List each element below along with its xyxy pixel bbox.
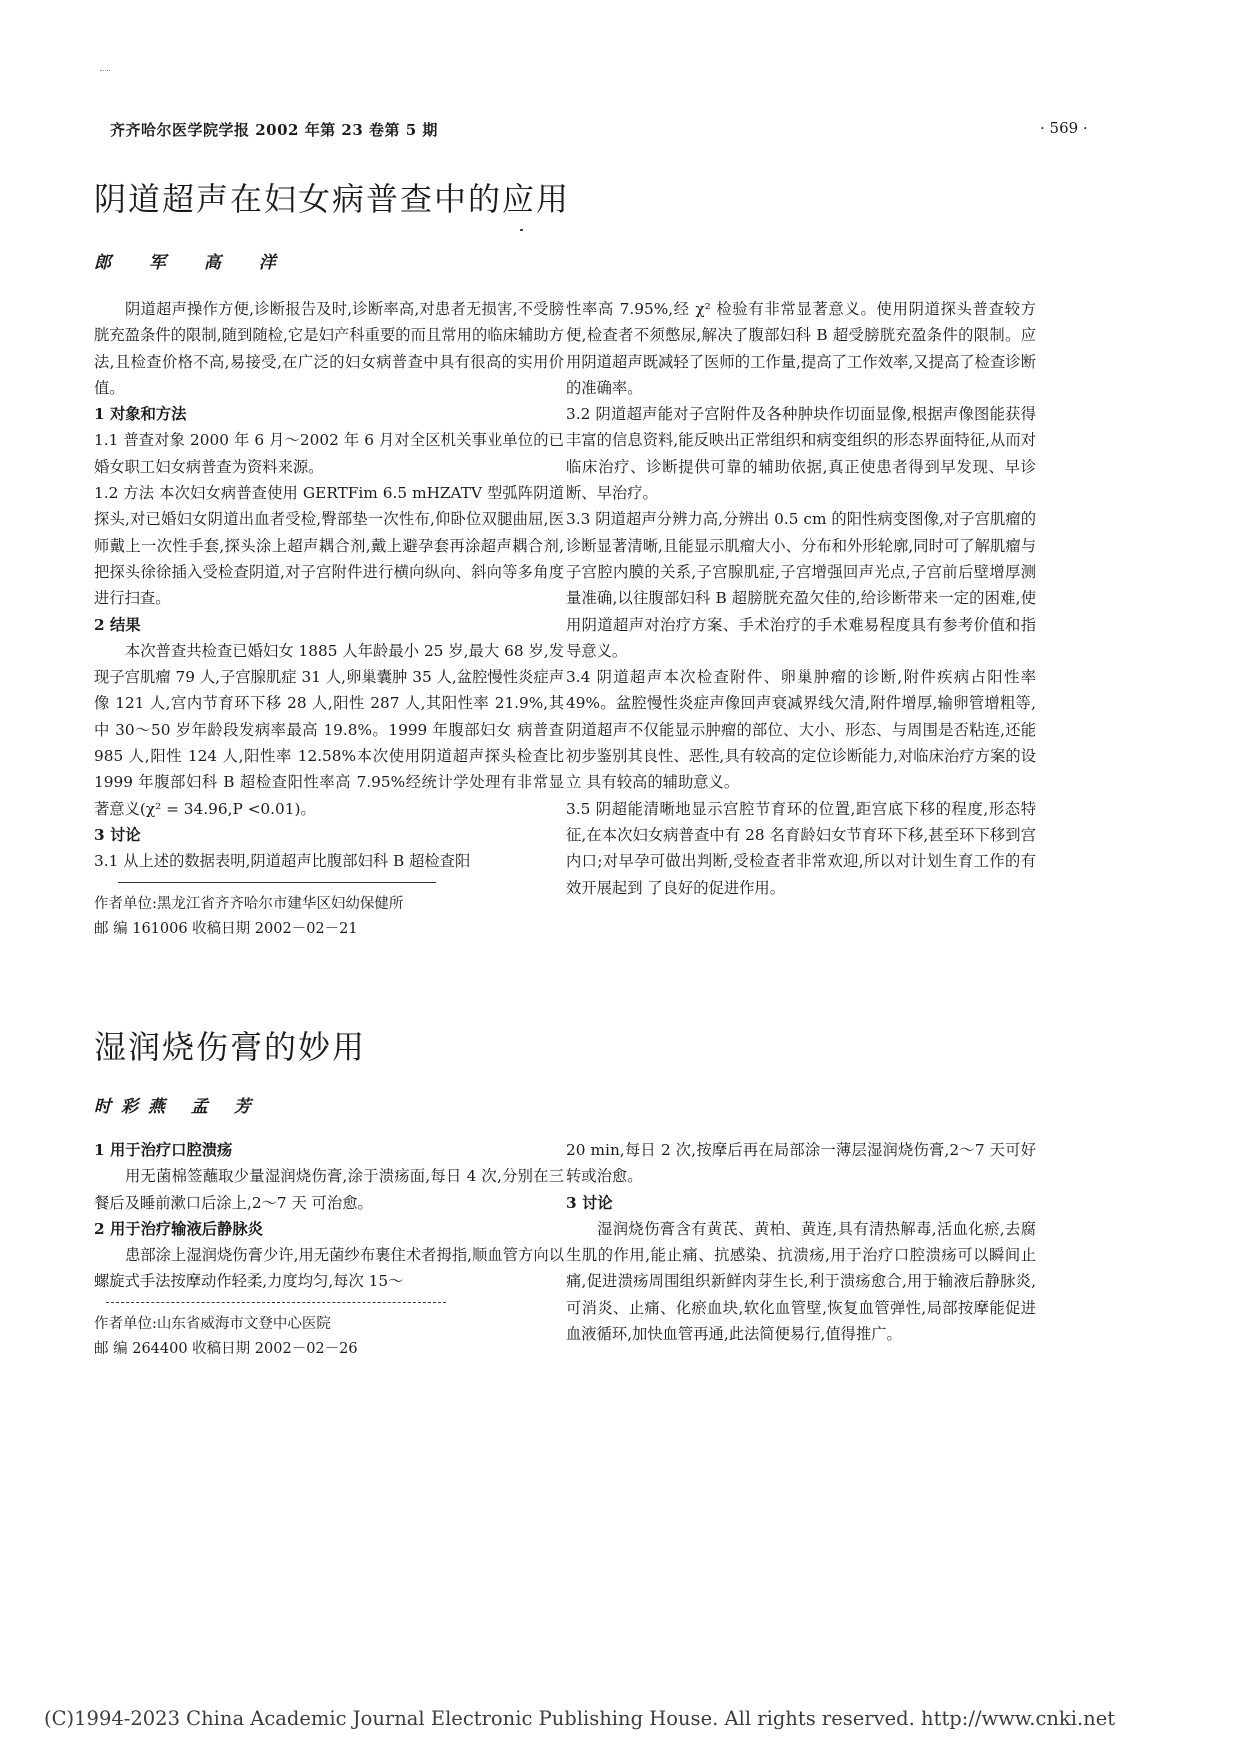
paragraph: 1.1 普查对象 2000 年 6 月～2002 年 6 月对全区机关事业单位的已婚女职工妇女病普查为资料来源。 — [94, 431, 564, 476]
article-1-authors: 郎 军 高 洋 — [94, 253, 292, 273]
paragraph: 用无菌棉签蘸取少量湿润烧伤膏,涂于溃疡面,每日 4 次,分别在三餐后及睡前漱口后涂上,2～7 天 可治愈。 — [94, 1167, 564, 1212]
footnote-divider — [118, 882, 436, 883]
article-2-title: 湿润烧伤膏的妙用 — [94, 1028, 367, 1066]
paragraph: 3.3 阴道超声分辨力高,分辨出 0.5 cm 的阳性病变图像,对子宫肌瘤的诊断显著清晰,且能显示肌瘤大小、分布和外形轮廓,同时可了解肌瘤与子宫腔内膜的关系,子宫腺肌症,子宫增强回声光点,子宫前后壁增厚测量准确,以往腹部妇科 B 超膀胱充盈欠佳的,给诊断带来一定的困难,使用阴道超声对治疗方案、手术治疗的手术难易程度具有参考价值和指导意义。 — [566, 510, 1036, 660]
page-number: · 569 · — [1040, 119, 1088, 137]
section-heading: 1 对象和方法 — [94, 405, 187, 424]
postcode-received-date: 邮 编 161006 收稿日期 2002－02－21 — [94, 921, 358, 937]
paragraph: 20 min,每日 2 次,按摩后再在局部涂一薄层湿润烧伤膏,2～7 天可好转或治愈。 — [566, 1141, 1036, 1186]
postcode-received-date: 邮 编 264400 收稿日期 2002－02－26 — [94, 1341, 358, 1357]
paragraph: 阴道超声操作方便,诊断报告及时,诊断率高,对患者无损害,不受膀胱充盈条件的限制,随到随检,它是妇产科重要的而且常用的临床辅助方法,且检查价格不高,易接受,在广泛的妇女病普查中具有很高的实用价值。 — [94, 300, 564, 397]
section-heading: 2 结果 — [94, 615, 141, 634]
paragraph: 3.4 阴道超声本次检查附件、卵巢肿瘤的诊断,附件疾病占阳性率 49%。盆腔慢性炎症声像回声衰减界线欠清,附件增厚,输卵管增粗等,阴道超声不仅能显示肿瘤的部位、大小、形态、与周围是否粘连,还能初步鉴别其良性、恶性,具有较高的定位诊断能力,对临床治疗方案的设立 具有较高的辅助意义。 — [566, 668, 1036, 792]
author-affiliation: 作者单位:黑龙江省齐齐哈尔市建华区妇幼保健所 — [94, 896, 404, 912]
section-heading: 3 讨论 — [566, 1193, 613, 1212]
article-2-authors: 时彩燕 孟 芳 — [94, 1097, 261, 1117]
paragraph: 患部涂上湿润烧伤膏少许,用无菌纱布裹住术者拇指,顺血管方向以螺旋式手法按摩动作轻柔,力度均匀,每次 15～ — [94, 1246, 564, 1291]
paragraph: 3.5 阴超能清晰地显示宫腔节育环的位置,距宫底下移的程度,形态特征,在本次妇女病普查中有 28 名育龄妇女节育环下移,甚至环下移到宫内口;对早孕可做出判断,受检查者非常欢迎,所以对计划生育工作的有效开展起到 了良好的促进作用。 — [566, 799, 1036, 897]
scan-speck — [520, 229, 523, 231]
scan-mark — [100, 70, 110, 73]
article-2-left-column — [94, 1137, 564, 1295]
copyright-footer: (C)1994-2023 China Academic Journal Electronic Publishing House. All rights reserved. http://www.cnki.net — [44, 1707, 1116, 1730]
author-affiliation: 作者单位:山东省威海市文登中心医院 — [94, 1316, 331, 1332]
section-heading: 3 讨论 — [94, 825, 141, 844]
article-1-title: 阴道超声在妇女病普查中的应用 — [94, 180, 571, 218]
footnote-divider — [106, 1302, 446, 1303]
journal-header: 齐齐哈尔医学院学报 2002 年第 23 卷第 5 期 — [110, 121, 438, 139]
paragraph: 1.2 方法 本次妇女病普查使用 GERTFim 6.5 mHZATV 型弧阵阴道探头,对已婚妇女阴道出血者受检,臀部垫一次性布,仰卧位双腿曲屈,医师戴上一次性手套,探头涂上超声耦合剂,戴上避孕套再涂超声耦合剂,把探头徐徐插入受检查阴道,对子宫附件进行横向纵向、斜向等多角度进行扫查。 — [94, 484, 564, 608]
article-1-right-column — [566, 296, 1036, 901]
article-2-right-column — [566, 1137, 1036, 1347]
article-1-affiliation — [94, 892, 554, 942]
article-2-affiliation — [94, 1312, 554, 1362]
section-heading: 1 用于治疗口腔溃疡 — [94, 1141, 233, 1159]
paragraph: 性率高 7.95%,经 χ² 检验有非常显著意义。使用阴道探头普查较方便,检查者不须憋尿,解决了腹部妇科 B 超受膀胱充盈条件的限制。应用阴道超声既减轻了医师的工作量,提高了工作效率,又提高了检查诊断的准确率。 — [566, 300, 1036, 397]
article-1-left-column — [94, 296, 564, 875]
paragraph: 3.2 阴道超声能对子宫附件及各种肿块作切面显像,根据声像图能获得丰富的信息资料,能反映出正常组织和病变组织的形态界面特征,从而对临床治疗、诊断提供可靠的辅助依据,真正使患者得到早发现、早诊断、早治疗。 — [566, 405, 1036, 503]
paragraph: 3.1 从上述的数据表明,阴道超声比腹部妇科 B 超检查阳 — [94, 852, 471, 871]
paragraph: 本次普查共检查已婚妇女 1885 人年龄最小 25 岁,最大 68 岁,发现子宫肌瘤 79 人,子宫腺肌症 31 人,卵巢囊肿 35 人,盆腔慢性炎症声像 121 人,宫内节育环下移 28 人,阳性 287 人,其阳性率 21.9%,其中 30～50 岁年龄段发病率最高 19.8%。1999 年腹部妇女 病普查 985 人,阳性 124 人,阳性率 12.58%本次使用阴道超声探头检查比 1999 年腹部妇科 B 超检查阳性率高 7.95%经统计学处理有非常显著意义(χ² = 34.96,P <0.01)。 — [94, 641, 564, 818]
paragraph: 湿润烧伤膏含有黄芪、黄柏、黄连,具有清热解毒,活血化瘀,去腐生肌的作用,能止痛、抗感染、抗溃疡,用于治疗口腔溃疡可以瞬间止痛,促进溃疡周围组织新鲜肉芽生长,利于溃疡愈合,用于输液后静脉炎,可消炎、止痛、化瘀血块,软化血管壁,恢复血管弹性,局部按摩能促进血液循环,加快血管再通,此法简便易行,值得推广。 — [566, 1219, 1036, 1344]
section-heading: 2 用于治疗输液后静脉炎 — [94, 1219, 263, 1238]
